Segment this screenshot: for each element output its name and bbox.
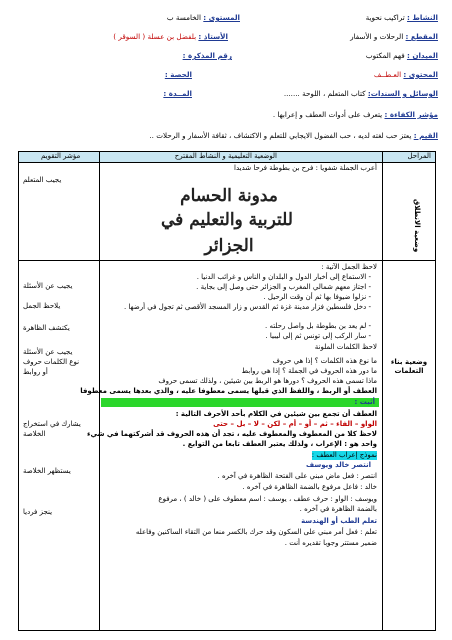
- sentence-3-text: نزلوا ضيوفا بها ثم أن وقت الرحيل .: [263, 293, 367, 301]
- stock-bar: [101, 398, 379, 407]
- warmup-eval: يجيب المتعلم: [23, 176, 62, 184]
- watermark-line-2: للتربية والتعليم في: [161, 210, 293, 230]
- eval-8: الخلاصة: [23, 430, 46, 438]
- teacher-row: [113, 32, 228, 41]
- sentence-1-text: الاستماع إلى أخبار الدول و البلدان و الناس و غرائب الدنيا .: [196, 273, 367, 281]
- eval-5: نوع الكلمات حروف: [23, 358, 80, 366]
- eval-9: يستظهر الخلاصة: [23, 467, 71, 475]
- table-header: [19, 152, 435, 163]
- rule-particles: الواو – الفاء – ثم – أو – أم – لكن – لا – بل – حتى: [213, 420, 377, 428]
- memo-row: [183, 51, 232, 60]
- eval-1: يجيب عن الأسئلة: [23, 282, 73, 290]
- parsing2-line-2: ضمير مستتر وجوبا تقديره أنت .: [284, 539, 377, 547]
- field-label: الميدان :: [406, 51, 438, 60]
- eval-7: يشارك في استخراج: [23, 420, 81, 428]
- model-sentence: انتصر خالد ويوسف: [306, 461, 371, 469]
- question-4: العطف أو الربط ، واللفظ الذي قبلها يسمى معطوفا عليه ، والذي بعدها يسمى معطوفا: [80, 387, 377, 395]
- question-2: ما دور هذه الحروف في الجملة ؟ إذا هي روابط: [241, 367, 377, 375]
- model2-sentence: تعلم الطب أو الهندسة: [301, 517, 377, 525]
- warmup-text: أعرب الجملة شفويا : فرح بن بطوطة فرحا شديدا: [234, 164, 377, 172]
- competency-label: مؤشر الكفاءة :: [384, 110, 438, 119]
- rule-line-1: العطف أن تجمع بين شيئين في الكلام بأحد الأحرف التالية :: [175, 410, 377, 418]
- observe-text: لاحظ الكلمات الملونة: [314, 343, 377, 351]
- eval-6: أو روابط: [23, 368, 48, 376]
- content-value: العـطــف: [373, 70, 402, 79]
- sentence-2-text: اجتاز معهم شمالي المغرب و الجزائر حتى وصل إلى بجاية .: [196, 283, 367, 291]
- duration-row: [163, 89, 192, 98]
- sentence-5: - لم يعد بن بطوطة بل واصل رحلته .: [265, 322, 371, 330]
- rule-line-3: لاحظ كلا من المعطوف والمعطوف عليه ، تجد أن هذه الحروف قد أشركتهما في شيء: [86, 430, 377, 438]
- activity-row: [366, 13, 438, 22]
- stock-label: أثبت :: [354, 398, 375, 406]
- parsing-line-3: ويوسف : الواو : حرف عطف ، يوسف : اسم معطوف على ( خالد ) ، مرفوع: [158, 495, 377, 503]
- sentence-6-text: سار الركب إلى تونس ثم إلى ليبيا .: [265, 332, 367, 340]
- session-row: [165, 70, 192, 79]
- sentence-4-text: دخل فلسطين فزار مدينة غزة ثم القدس و زار المسجد الأقصى ثم تجول في أرضها .: [123, 303, 367, 311]
- competency-value: يتعرف على أدوات العطف و إعرابها .: [272, 110, 383, 119]
- question-3: ماذا تسمى هذه الحروف ؟ دورها هو الربط بين شيئين ، ولذلك تسمى حروف: [158, 377, 377, 385]
- teacher-value: بلفضل بن عسلة ( السوقر ): [113, 32, 197, 41]
- values-label: القيم :: [413, 131, 438, 140]
- stage-build: وضعية بناء التعلمات: [390, 358, 428, 375]
- activity-value: تراكيب نحوية: [365, 13, 405, 22]
- section-value: الرحلات و الأسفار: [350, 32, 404, 41]
- sentence-3: - نزلوا ضيوفا بها ثم أن وقت الرحيل .: [263, 293, 371, 301]
- divider: [19, 260, 435, 261]
- eval-3: يكتشف الظاهرة: [23, 324, 70, 332]
- sentence-2: - اجتاز معهم شمالي المغرب و الجزائر حتى وصل إلى بجاية .: [196, 283, 371, 291]
- means-value: كتاب المتعلم ، اللوحة .......: [283, 89, 366, 98]
- content-label: المحتوى :: [403, 70, 438, 79]
- section-row: [350, 32, 438, 41]
- eval-10: ينجز فرديا: [23, 508, 53, 516]
- activity-label: النشاط :: [407, 13, 438, 22]
- field-value: فهم المكتوب: [365, 51, 405, 60]
- watermark-line-1: مدونة الحسام: [180, 186, 278, 206]
- values-value: يعتز حب لغته لديه ، حب الفضول الايجابي للتعلم و الاكتشاف ، ثقافة الأسفار و الرحلات ..: [149, 131, 412, 140]
- divider: [382, 152, 383, 630]
- eval-2: يلاحظ الجمل: [23, 302, 61, 310]
- content-row: [374, 70, 438, 79]
- teacher-label: الأستاذ :: [198, 32, 228, 41]
- col-eval-header: مؤشر التقويم: [41, 152, 81, 160]
- section-label: المقطع :: [405, 32, 438, 41]
- parsing-line-2: خالد : فاعل مرفوع بالضمة الظاهرة في آخره .: [242, 483, 377, 491]
- intro-text: لاحظ الجمل الآتية :: [321, 263, 377, 271]
- rule-line-4: واحد هو : الإعراب ، ولذلك يعتبر العطف تابعا من التوابع .: [182, 440, 377, 448]
- eval-4: يجيب عن الأسئلة: [23, 348, 73, 356]
- values-row: [149, 131, 438, 140]
- level-label: المستوى :: [203, 13, 240, 22]
- col-stages-header: المراحل: [407, 152, 431, 160]
- parsing2-line-1: تعلم : فعل أمر مبني على السكون وقد حرك بالكسر منعا من التقاء الساكنين وفاعله: [135, 528, 377, 536]
- field-row: [366, 51, 438, 60]
- watermark-line-3: الجزائر: [204, 236, 254, 256]
- means-row: [284, 89, 438, 98]
- model-label: نموذج إعراب العطف :: [311, 451, 377, 459]
- parsing-line-4: بالضمة الظاهرة في آخره .: [299, 505, 377, 513]
- memo-label: رقم المذكرة :: [182, 51, 232, 60]
- level-value: الخامسة ب: [166, 13, 201, 22]
- stage-warmup: وضعية الانطلاق: [413, 198, 421, 252]
- competency-row: [273, 110, 438, 119]
- level-row: [167, 13, 240, 22]
- col-activity-header: الوضعية التعليمية و النشاط المقترح: [174, 152, 277, 160]
- parsing-line-1: انتصر : فعل ماض مبني على الفتحة الظاهرة في آخره .: [217, 472, 377, 480]
- lesson-table: [18, 151, 436, 631]
- means-label: الوسائل و السندات:: [367, 89, 438, 98]
- duration-label: المــدة :: [163, 89, 192, 98]
- sentence-4: - دخل فلسطين فزار مدينة غزة ثم القدس و زار المسجد الأقصى ثم تجول في أرضها .: [123, 303, 371, 311]
- sentence-1: - الاستماع إلى أخبار الدول و البلدان و الناس و غرائب الدنيا .: [196, 273, 371, 281]
- sentence-5-text: لم يعد بن بطوطة بل واصل رحلته .: [265, 322, 367, 330]
- question-1: ما نوع هذه الكلمات ؟ إذا هي حروف: [272, 357, 377, 365]
- sentence-6: - سار الركب إلى تونس ثم إلى ليبيا .: [265, 332, 371, 340]
- session-label: الحصة :: [164, 70, 192, 79]
